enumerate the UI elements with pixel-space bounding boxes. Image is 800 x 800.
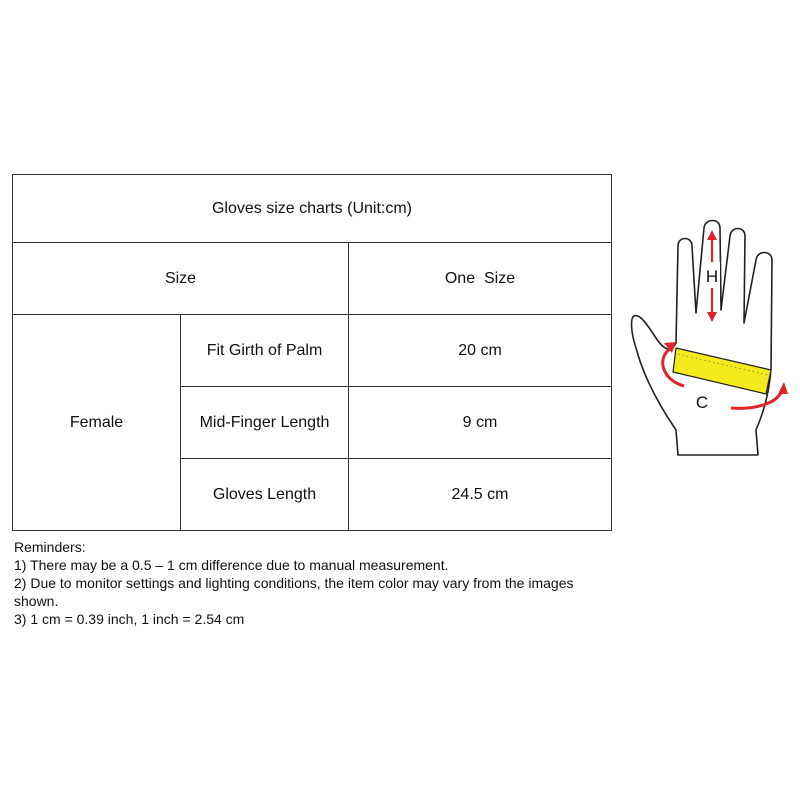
hand-outline [632,221,772,456]
circumference-label: C [695,393,709,412]
reminders-heading: Reminders: [14,539,86,555]
reminder-item: 3) 1 cm = 0.39 inch, 1 inch = 2.54 cm [14,611,245,627]
reminder-item: 1) There may be a 0.5 – 1 cm difference due to manual measurement. [14,557,449,573]
gender-cell: Female [13,315,181,531]
size-value: One Size [349,243,612,315]
table-title: Gloves size charts (Unit:cm) [13,175,612,243]
size-chart-table [12,174,612,531]
row-value: 24.5 cm [349,459,612,531]
table-row [13,315,612,387]
reminder-item: 2) Due to monitor settings and lighting conditions, the item color may vary from the images shown. [14,575,574,609]
row-label: Mid-Finger Length [181,387,349,459]
size-row [13,243,612,315]
title-row [13,175,612,243]
row-value: 20 cm [349,315,612,387]
row-value: 9 cm [349,387,612,459]
reminders [14,538,604,628]
row-label: Fit Girth of Palm [181,315,349,387]
hand-measurement-diagram [626,218,796,463]
row-label: Gloves Length [181,459,349,531]
size-header: Size [13,243,349,315]
height-label: H [705,267,719,286]
